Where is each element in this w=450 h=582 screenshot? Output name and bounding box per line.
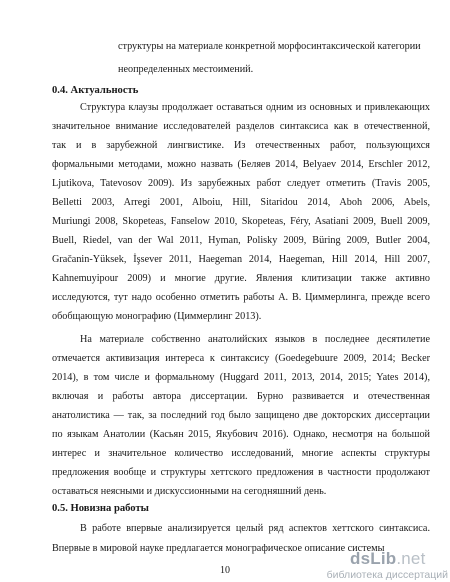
paragraph-line: значительное внимание исследователей разделов синтаксиса как в отечественной, bbox=[52, 121, 430, 132]
dslib-watermark bbox=[288, 549, 450, 582]
paragraph-line: оставаться неясными и дискуссионными на сегодняшний день. bbox=[52, 486, 327, 497]
paragraph-line: Kahnemuyipour 2009) и многие другие. Явления клитизации также активно bbox=[52, 273, 430, 284]
paragraph-line: анатолистика — так, за последний год было защищено две докторских диссертации bbox=[52, 410, 430, 421]
section-heading-actuality: 0.4. Актуальность bbox=[52, 85, 139, 96]
paragraph-line: Ljutikova, Tatevosov 2009). Из зарубежных работ следует отметить (Travis 2005, bbox=[52, 178, 430, 189]
section-heading-novelty: 0.5. Новизна работы bbox=[52, 503, 149, 514]
paragraph-line: Buell, Riedel, van der Wal 2011, Hyman, Polisky 2009, Büring 2009, Butler 2004, bbox=[52, 235, 430, 246]
page-number: 10 bbox=[220, 565, 230, 576]
paragraph-line: включая и работы автора диссертации. Бурно развивается и отечественная bbox=[52, 391, 430, 402]
paragraph-line: интерес и значительное количество исследований, многие аспекты структуры bbox=[52, 448, 430, 459]
paragraph-line: Belletti 2003, Arregi 2001, Alboiu, Hill, Sitaridou 2014, Aboh 2006, Abels, bbox=[52, 197, 430, 208]
paragraph-line: исследуются, тут надо особенно отметить работы А. В. Циммерлинга, прежде всего bbox=[52, 292, 430, 303]
paragraph-line: Впервые в мировой науке предлагается монографическое описание системы bbox=[52, 543, 385, 554]
paragraph-line: по языкам Анатолии (Касьян 2015, Якубович 2016). Однако, несмотря на большой bbox=[52, 429, 430, 440]
intro-line-2: неопределенных местоимений. bbox=[118, 64, 254, 75]
paragraph-line: Muriungi 2008, Skopeteas, Fanselow 2010, Skopeteas, Féry, Asatiani 2009, Buell 2009, bbox=[52, 216, 430, 227]
paragraph-line: обобщающую монографию (Циммерлинг 2013). bbox=[52, 311, 262, 322]
paragraph-line: так и в зарубежной лингвистике. Из отечественных работ, пользующихся bbox=[52, 140, 430, 151]
paragraph-line: 2014), в том числе и формальному (Huggard 2011, 2013, 2014, 2015; Yates 2014), bbox=[52, 372, 430, 383]
dslib-logo: dsLib.net bbox=[350, 549, 426, 568]
paragraph-line: предложения вообще и структуры хеттского предложения в частности продолжают bbox=[52, 467, 430, 478]
paragraph-line: формальными методами, можно назвать (Беляев 2014, Belyaev 2014, Erschler 2012, bbox=[52, 159, 430, 170]
paragraph-line: На материале собственно анатолийских языков в последнее десятилетие bbox=[80, 334, 430, 345]
paragraph-line: Структура клаузы продолжает оставаться одним из основных и привлекающих bbox=[80, 102, 430, 113]
paragraph-line: В работе впервые анализируется целый ряд аспектов хеттского синтаксиса. bbox=[80, 523, 430, 534]
paragraph-line: отмечается активизация интереса к синтаксису (Goedegebuure 2009, 2014; Becker bbox=[52, 353, 430, 364]
intro-line-1: структуры на материале конкретной морфосинтаксической категории bbox=[118, 41, 421, 52]
watermark-subtitle: библиотека диссертаций bbox=[326, 569, 448, 581]
paragraph-line: Gračanin-Yüksek, İşsever 2011, Haegeman 2014, Haegeman, Hill 2014, Hill 2007, bbox=[52, 254, 430, 265]
